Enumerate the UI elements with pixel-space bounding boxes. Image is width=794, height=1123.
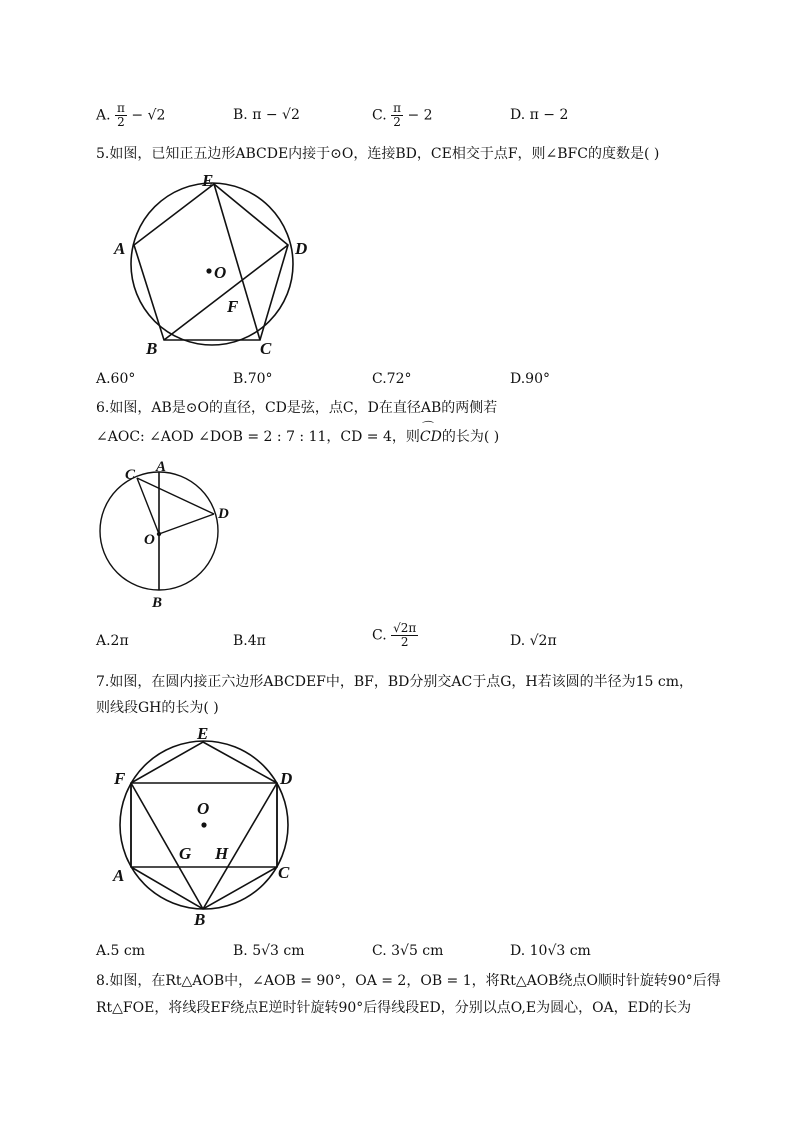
option-text: − 2 bbox=[407, 107, 433, 124]
q5-option-b[interactable]: B.70° bbox=[233, 371, 273, 387]
label-o: O bbox=[197, 799, 210, 818]
q5-option-a[interactable]: A.60° bbox=[96, 371, 136, 387]
label-d: D bbox=[280, 769, 293, 788]
denominator: 2 bbox=[393, 115, 401, 129]
label-o: O bbox=[214, 263, 227, 282]
segment-bf bbox=[131, 783, 203, 909]
q7-option-b[interactable]: B. 5√3 cm bbox=[233, 943, 305, 959]
q4-option-a[interactable] bbox=[96, 102, 165, 129]
label-a: A bbox=[156, 459, 167, 475]
segment-ce bbox=[214, 184, 260, 340]
label-c: C bbox=[125, 467, 136, 483]
label-a: A bbox=[113, 866, 125, 885]
center-dot-o bbox=[206, 268, 211, 273]
q7-option-d[interactable]: D. 10√3 cm bbox=[510, 943, 591, 959]
option-text: − √2 bbox=[131, 107, 166, 124]
q6-ratio-text: ∠AOC: ∠AOD ∠DOB = 2 : 7 : 11，CD = 4，则 bbox=[96, 429, 420, 445]
q7-option-a[interactable]: A.5 cm bbox=[96, 943, 146, 959]
q7-option-c[interactable]: C. 3√5 cm bbox=[372, 943, 444, 959]
label-b: B bbox=[152, 595, 163, 611]
q7-stem-line2: 则线段GH的长为( ) bbox=[96, 700, 219, 716]
q6-stem-line1: 6.如图，AB是⊙O的直径，CD是弦，点C，D在直径AB的两侧若 bbox=[96, 400, 498, 416]
q6-circle-figure bbox=[92, 456, 252, 616]
q6-option-a[interactable]: A.2π bbox=[96, 633, 129, 649]
numerator: π bbox=[117, 101, 125, 115]
label-f: F bbox=[114, 769, 126, 788]
label-d: D bbox=[218, 506, 229, 522]
q7-hexagon-figure bbox=[104, 722, 304, 929]
denominator: 2 bbox=[400, 635, 409, 649]
label-e: E bbox=[197, 724, 209, 743]
label-a: A bbox=[114, 239, 126, 258]
label-c: C bbox=[278, 863, 290, 882]
segment-bd bbox=[164, 245, 288, 340]
q6-question-text: 的长为( ) bbox=[441, 429, 500, 445]
fraction-pi-over-2 bbox=[391, 102, 403, 129]
label-b: B bbox=[194, 910, 206, 929]
q5-pentagon-figure bbox=[110, 168, 310, 358]
q5-stem: 5.如图，已知正五边形ABCDE内接于⊙O，连接BD，CE相交于点F，则∠BFC的度数是( ) bbox=[96, 146, 660, 162]
q8-stem-line2: Rt△FOE，将线段EF绕点E逆时针旋转90°后得线段ED，分别以点O,E为圆心，OA，ED的长为 bbox=[96, 1000, 692, 1016]
q4-option-c[interactable] bbox=[372, 102, 433, 129]
label-f: F bbox=[227, 297, 239, 316]
q6-option-b[interactable]: B.4π bbox=[233, 633, 266, 649]
q5-option-c[interactable]: C.72° bbox=[372, 371, 412, 387]
label-h: H bbox=[215, 844, 229, 863]
label-g: G bbox=[179, 844, 192, 863]
q6-stem-line2 bbox=[96, 426, 499, 446]
q4-option-b[interactable] bbox=[233, 107, 300, 123]
q5-option-d[interactable]: D.90° bbox=[510, 371, 550, 387]
label-d: D bbox=[295, 239, 308, 258]
q6-option-c[interactable] bbox=[372, 622, 418, 649]
option-letter: C. bbox=[372, 627, 387, 644]
q6-option-d[interactable]: D. √2π bbox=[510, 633, 557, 649]
option-letter: C. bbox=[372, 107, 387, 124]
center-dot-o bbox=[201, 822, 206, 827]
fraction-root2pi-over-2 bbox=[391, 622, 418, 649]
circle-o bbox=[131, 183, 293, 345]
fraction-pi-over-2 bbox=[115, 102, 127, 129]
arc-cd-label: ⌒ CD bbox=[420, 429, 442, 445]
denominator: 2 bbox=[117, 115, 125, 129]
q8-stem-line1: 8.如图，在Rt△AOB中，∠AOB = 90°，OA = 2，OB = 1，将Rt△AOB绕点O顺时针旋转90°后得 bbox=[96, 973, 721, 989]
segment-od bbox=[159, 514, 214, 534]
option-text: D. π − 2 bbox=[510, 107, 569, 123]
label-b: B bbox=[146, 339, 158, 358]
label-e: E bbox=[202, 171, 214, 190]
numerator: π bbox=[393, 101, 402, 115]
q4-option-d[interactable] bbox=[510, 107, 568, 123]
numerator: √2π bbox=[393, 621, 417, 635]
option-letter: A. bbox=[96, 107, 111, 124]
center-dot-o bbox=[157, 532, 161, 536]
q7-stem-line1: 7.如图，在圆内接正六边形ABCDEF中，BF，BD分别交AC于点G，H若该圆的半径为15 cm， bbox=[96, 674, 693, 690]
option-text: B. π − √2 bbox=[233, 107, 300, 123]
label-c: C bbox=[260, 339, 272, 358]
label-o: O bbox=[144, 532, 155, 548]
